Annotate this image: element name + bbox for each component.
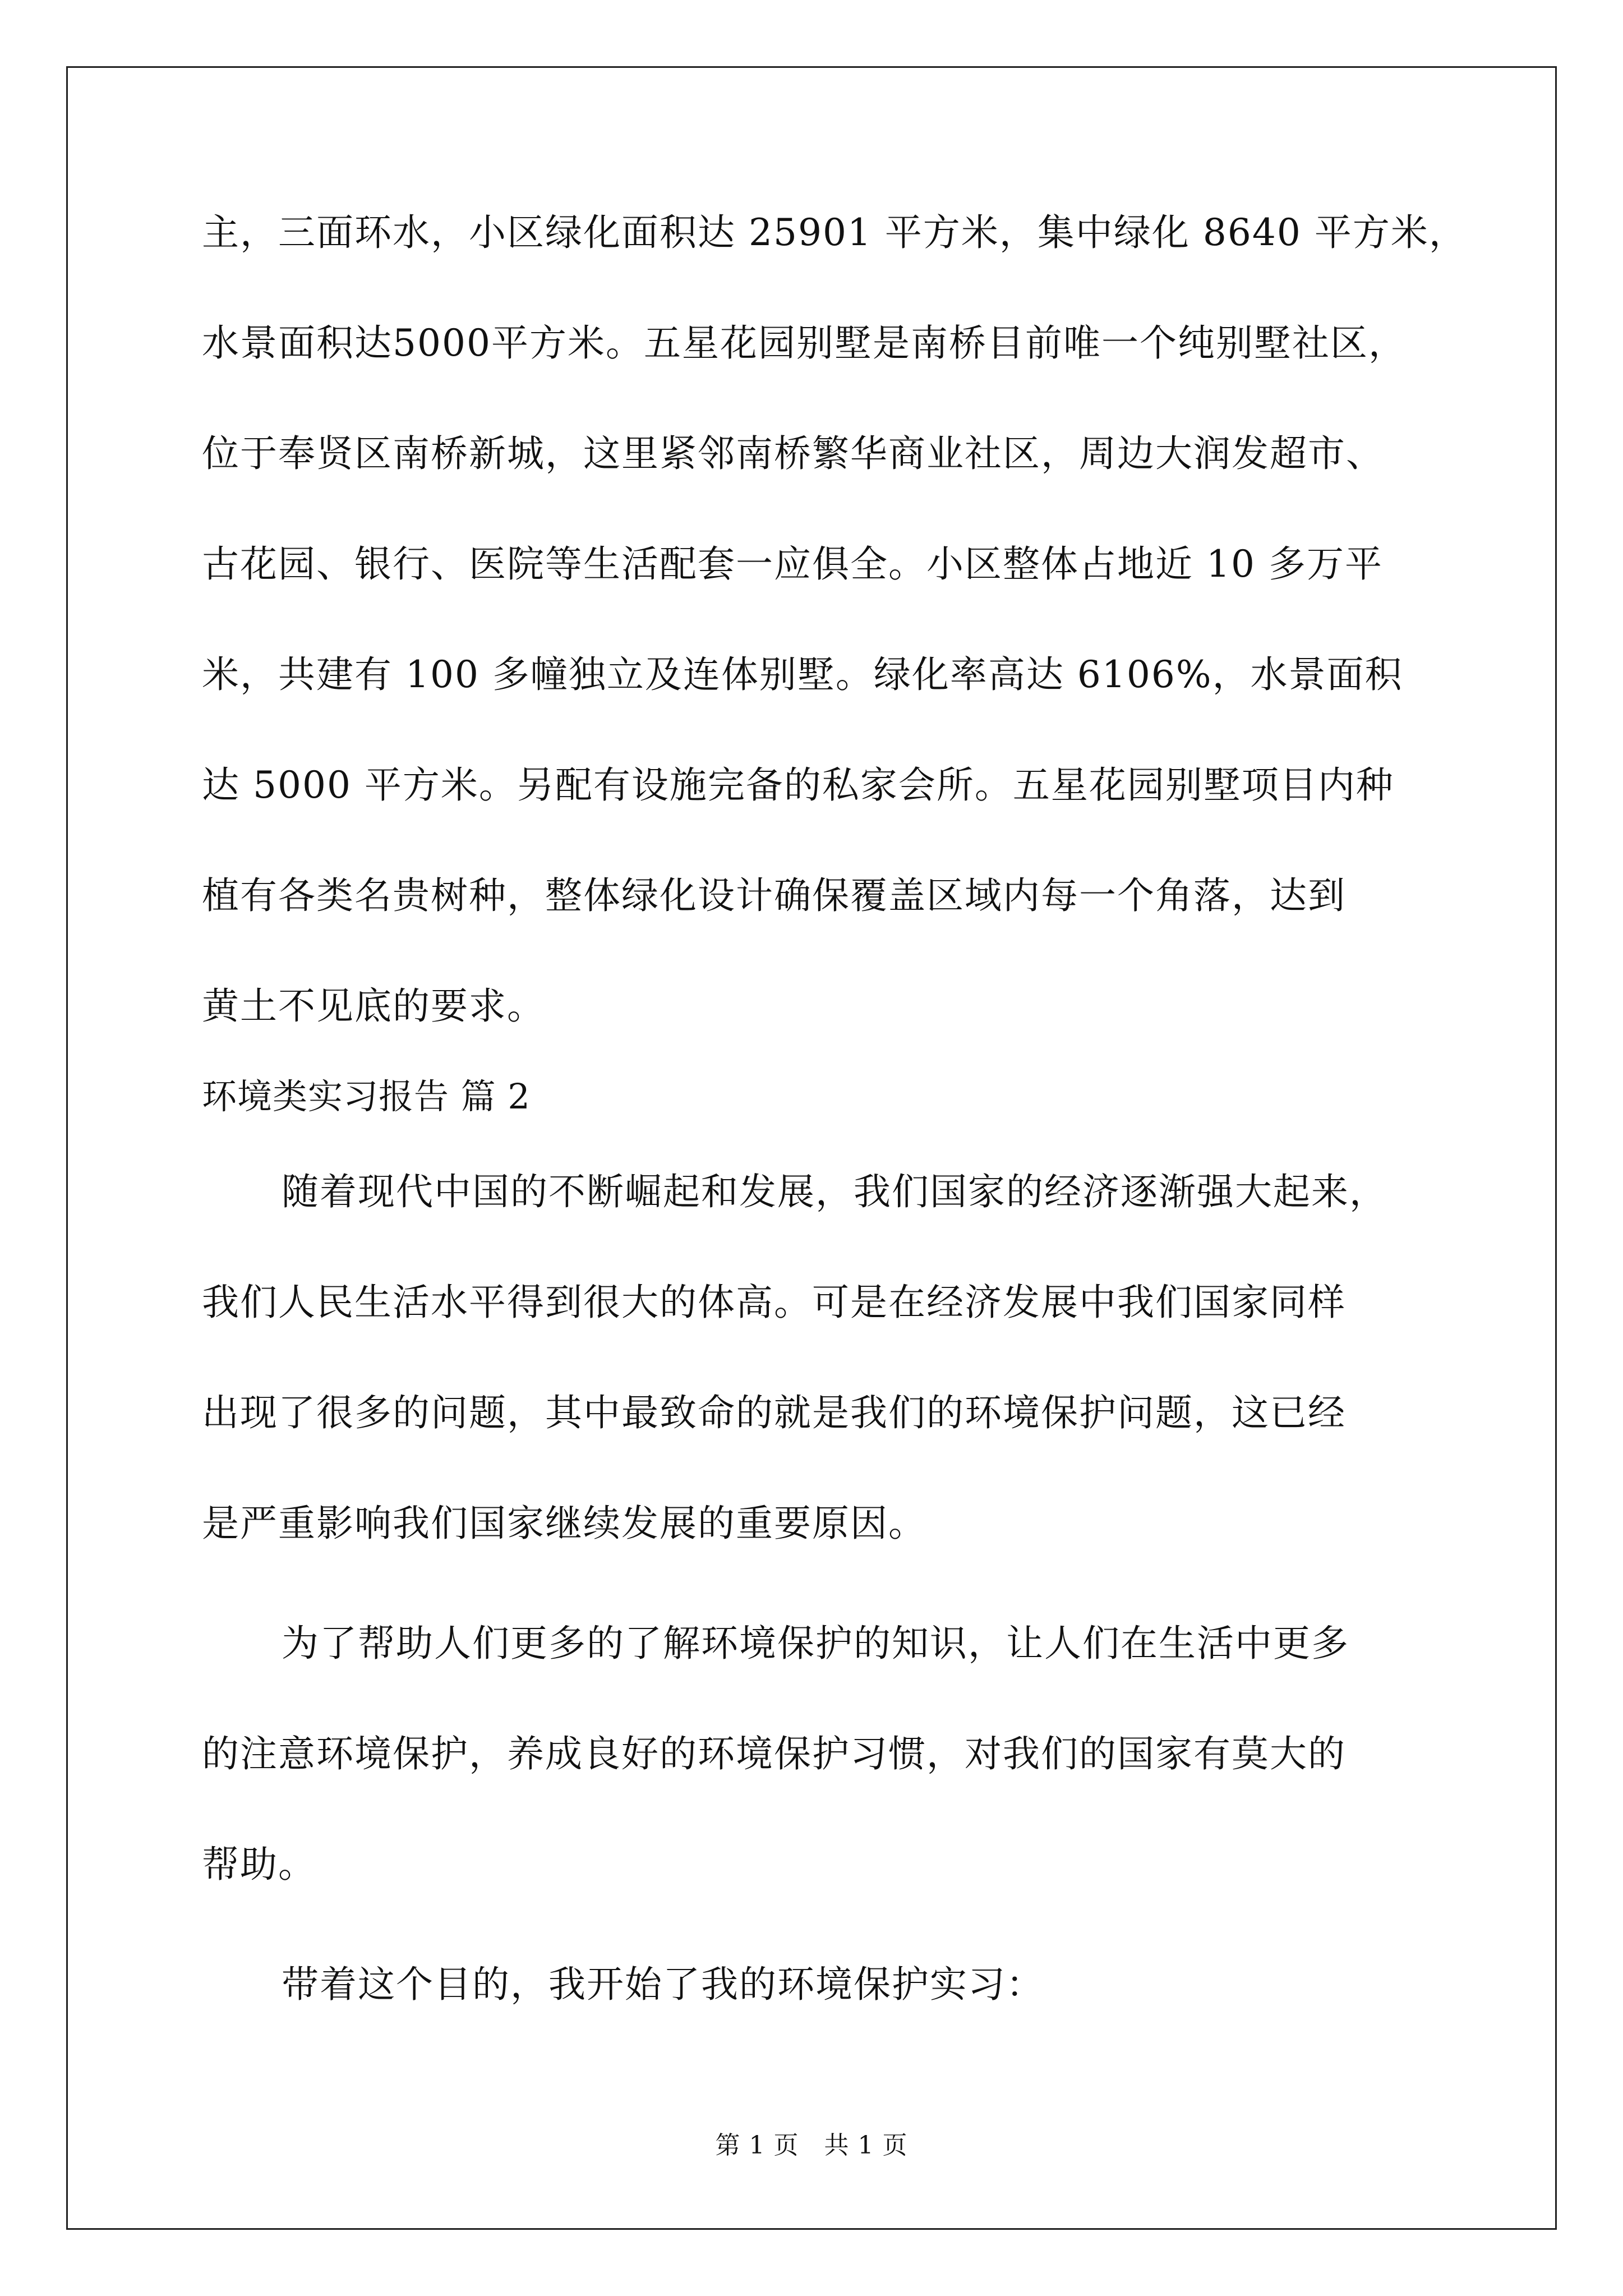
paragraph-line: 是严重影响我们国家继续发展的重要原因。 (202, 1502, 926, 1545)
paragraph-line: 为了帮助人们更多的了解环境保护的知识，让人们在生活中更多 (282, 1622, 1349, 1665)
paragraph-line: 出现了很多的问题，其中最致命的就是我们的环境保护问题，这已经 (202, 1391, 1346, 1434)
paragraph-line: 随着现代中国的不断崛起和发展，我们国家的经济逐渐强大起来， (282, 1170, 1387, 1213)
paragraph-line: 植有各类名贵树种，整体绿化设计确保覆盖区域内每一个角落，达到 (202, 874, 1346, 917)
paragraph-line: 水景面积达5000平方米。五星花园别墅是南桥目前唯一个纯别墅社区， (202, 321, 1407, 365)
paragraph-line: 黄土不见底的要求。 (202, 984, 545, 1028)
paragraph-line: 帮助。 (202, 1843, 316, 1886)
page-frame (66, 66, 1557, 2230)
paragraph-line: 达 5000 平方米。另配有设施完备的私家会所。五星花园别墅项目内种 (202, 763, 1394, 807)
page-number-footer: 第 1 页 共 1 页 (715, 2131, 908, 2160)
paragraph-line: 带着这个目的，我开始了我的环境保护实习： (282, 1963, 1044, 2006)
paragraph-line: 米，共建有 100 多幢独立及连体别墅。绿化率高达 6106%，水景面积 (202, 653, 1403, 696)
paragraph-line: 我们人民生活水平得到很大的体高。可是在经济发展中我们国家同样 (202, 1281, 1346, 1324)
paragraph-line: 古花园、银行、医院等生活配套一应俱全。小区整体占地近 10 多万平 (202, 542, 1383, 586)
paragraph-line: 位于奉贤区南桥新城，这里紧邻南桥繁华商业社区，周边大润发超市、 (202, 432, 1384, 475)
paragraph-line: 主，三面环水，小区绿化面积达 25901 平方米，集中绿化 8640 平方米， (202, 211, 1467, 254)
paragraph-line: 的注意环境保护，养成良好的环境保护习惯，对我们的国家有莫大的 (202, 1732, 1346, 1775)
section-heading: 环境类实习报告 篇 2 (202, 1076, 531, 1117)
